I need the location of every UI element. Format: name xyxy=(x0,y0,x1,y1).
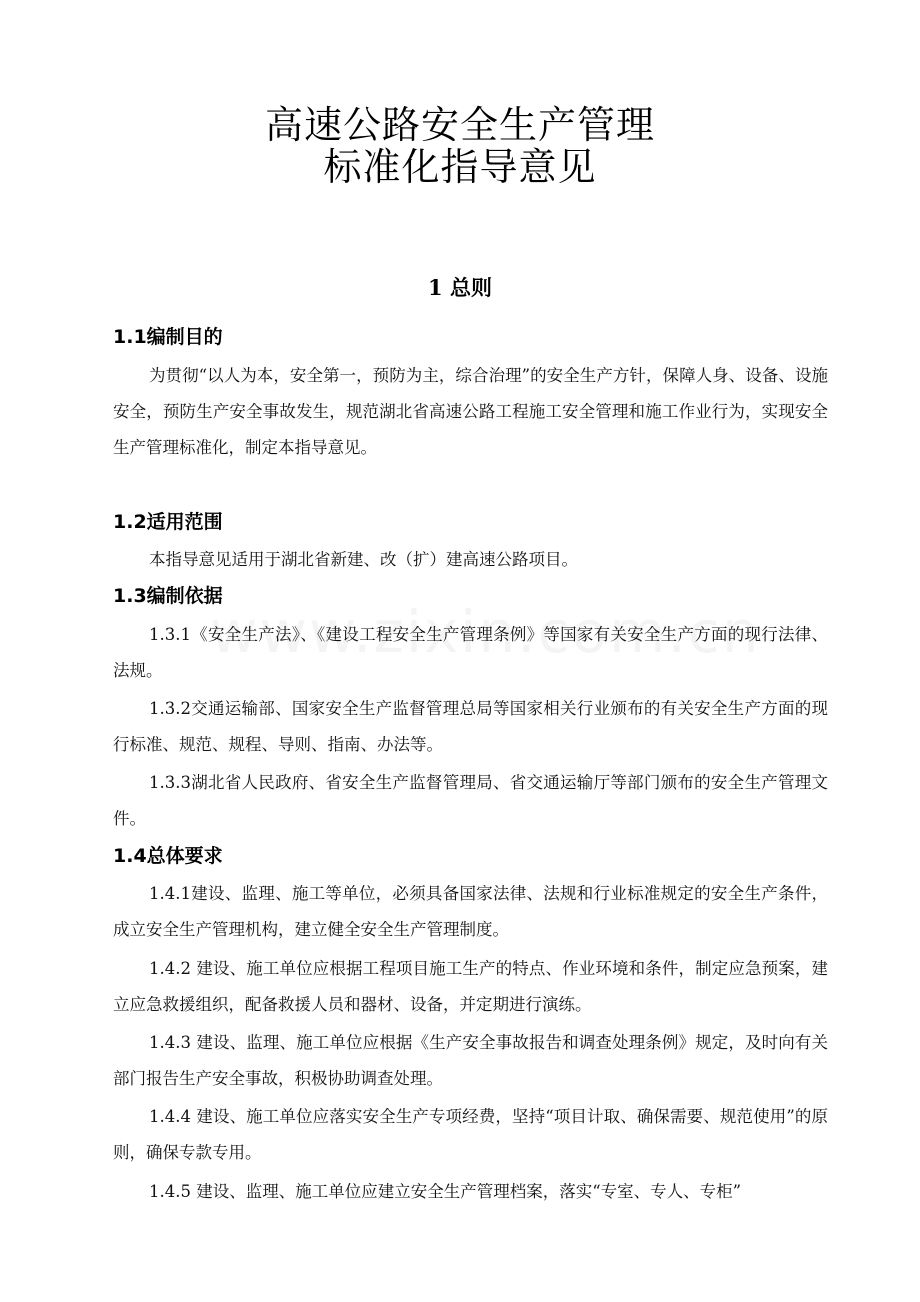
document-title-line-2: 标准化指导意见 xyxy=(323,145,597,189)
document-title-line-1: 高速公路安全生产管理 xyxy=(264,103,655,147)
paragraph-1-1: 为贯彻“以人为本，安全第一，预防为主，综合治理”的安全生产方针，保障人身、设备、设施安全，预防生产安全事故发生，规范湖北省高速公路工程施工安全管理和施工作业行为，实现安全生产管理标准化，制定本指导意见。 xyxy=(113,366,828,457)
paragraph-1-4-2: 1.4.2 建设、施工单位应根据工程项目施工生产的特点、作业环境和条件，制定应急预案，建立应急救援组织，配备救援人员和器材、设备，并定期进行演练。 xyxy=(113,959,828,1014)
section-heading-1-3: 1.3编制依据 xyxy=(113,585,223,607)
paragraph-1-3-3: 1.3.3湖北省人民政府、省安全生产监督管理局、省交通运输厅等部门颁布的安全生产管理文件。 xyxy=(113,773,828,828)
section-heading-1-4: 1.4总体要求 xyxy=(113,845,223,867)
paragraph-1-4-3: 1.4.3 建设、监理、施工单位应根据《生产安全事故报告和调查处理条例》规定，及时向有关部门报告生产安全事故，积极协助调查处理。 xyxy=(113,1033,828,1088)
paragraph-1-2: 本指导意见适用于湖北省新建、改（扩）建高速公路项目。 xyxy=(149,550,578,569)
section-heading-1-2: 1.2适用范围 xyxy=(113,511,223,533)
paragraph-1-4-1: 1.4.1建设、监理、施工等单位，必须具备国家法律、法规和行业标准规定的安全生产条件，成立安全生产管理机构，建立健全安全生产管理制度。 xyxy=(113,884,828,939)
chapter-heading: 1 总则 xyxy=(428,275,492,300)
paragraph-1-4-5: 1.4.5 建设、监理、施工单位应建立安全生产管理档案，落实“专室、专人、专柜” xyxy=(149,1182,742,1201)
section-heading-1-1: 1.1编制目的 xyxy=(113,326,223,348)
paragraph-1-3-2: 1.3.2交通运输部、国家安全生产监督管理总局等国家相关行业颁布的有关安全生产方面的现行标准、规范、规程、导则、指南、办法等。 xyxy=(113,699,828,754)
paragraph-1-4-4: 1.4.4 建设、施工单位应落实安全生产专项经费，坚持“项目计取、确保需要、规范使用”的原则，确保专款专用。 xyxy=(113,1107,828,1162)
paragraph-1-3-1: 1.3.1《安全生产法》、《建设工程安全生产管理条例》等国家有关安全生产方面的现行法律、法规。 xyxy=(113,625,828,680)
